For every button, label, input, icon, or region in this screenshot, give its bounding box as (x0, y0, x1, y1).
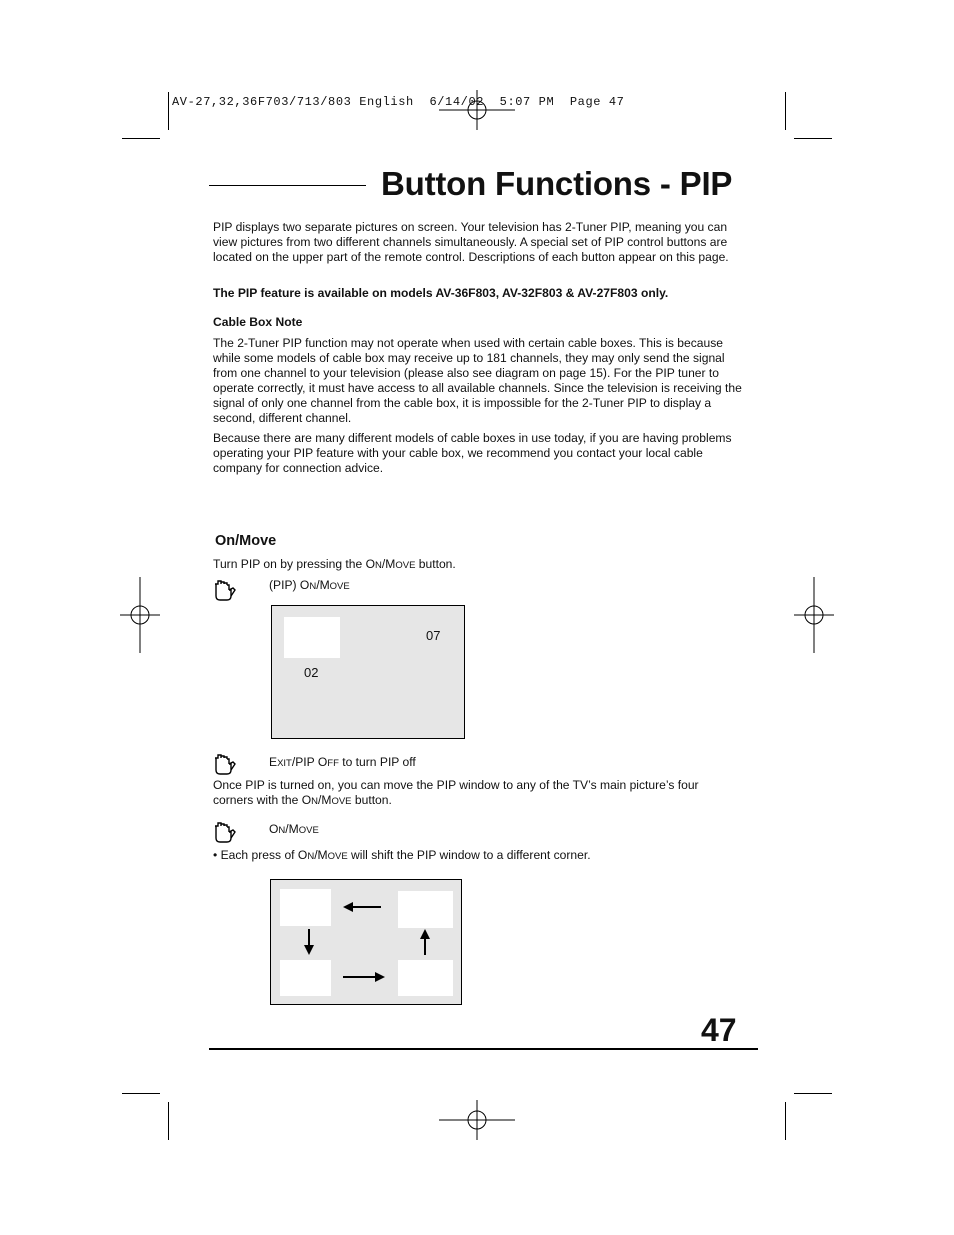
section-heading: On/Move (215, 533, 277, 549)
cable-advice-paragraph: Because there are many different models of cable boxes in use today, if you are having problems operating your PIP feature with your cable box, we recommend you contact your local cable company for connection advice. (213, 431, 732, 475)
footer-rule (209, 1048, 758, 1050)
cable-note-heading: Cable Box Note (213, 315, 303, 329)
pip-on-move-label: (PIP) ON/MOVE (269, 578, 350, 592)
move-instruction-line1: Once PIP is turned on, you can move the PIP window to any of the TV’s main picture’s four (213, 778, 699, 792)
crop-mark (785, 1102, 786, 1140)
move-instruction-line2: corners with the ON/MOVE button. (213, 793, 392, 807)
crop-mark (794, 138, 832, 139)
pip-window-top-left (280, 889, 331, 926)
availability-note: The PIP feature is available on models AV-36F803, AV-32F803 & AV-27F803 only. (213, 286, 669, 300)
intro-paragraph: PIP displays two separate pictures on screen. Your television has 2-Tuner PIP, meaning you can view pictures from two different channels simultaneously. A special set of PIP control buttons are located on the upper part of the remote control. Descriptions of each button appear on this page. (213, 220, 729, 264)
pip-window-bottom-right (398, 960, 453, 996)
tv-screen-diagram (271, 605, 465, 739)
crop-mark (785, 92, 786, 130)
crop-mark (122, 138, 160, 139)
page-number: 47 (701, 1012, 737, 1048)
turn-on-instruction: Turn PIP on by pressing the ON/MOVE button. (213, 557, 456, 571)
pointing-hand-icon (212, 820, 238, 844)
print-slug: AV-27,32,36F703/713/803 English 6/14/02 5:07 PM Page 47 (172, 95, 625, 109)
arrow-right-icon (343, 971, 385, 983)
crop-mark (122, 1093, 160, 1094)
pip-channel-number: 02 (304, 665, 319, 680)
main-channel-number: 07 (426, 628, 441, 643)
page-title: Button Functions - PIP (381, 165, 733, 202)
pip-window-top-right (398, 891, 453, 928)
pointing-hand-icon (212, 578, 238, 602)
exit-pip-off-label: EXIT/PIP OFF to turn PIP off (269, 755, 416, 769)
pip-window-bottom-left (280, 960, 331, 996)
registration-mark-icon (439, 72, 515, 148)
pip-corner-diagram (270, 879, 462, 1005)
arrow-down-icon (303, 929, 315, 955)
title-rule (209, 185, 366, 186)
pip-window (284, 617, 340, 658)
registration-mark-icon (439, 1082, 515, 1158)
arrow-up-icon (419, 929, 431, 955)
registration-mark-icon (776, 577, 852, 653)
crop-mark (168, 1102, 169, 1140)
move-bullet: • Each press of ON/MOVE will shift the PIP window to a different corner. (213, 848, 591, 862)
registration-mark-icon (102, 577, 178, 653)
pointing-hand-icon (212, 752, 238, 776)
cable-note-paragraph: The 2-Tuner PIP function may not operate when used with certain cable boxes. This is because while some models of cable box may receive up to 181 channels, they may only send the signal from one channel to your television (please also see diagram on page 15). For the PIP tuner to operate correctly, it must have access to all available channels. Since the television is receiving the signal of only one channel from the cable box, it is impossible for the 2-Tuner PIP to display a second, different channel. (213, 336, 742, 425)
crop-mark (168, 92, 169, 130)
on-move-label: ON/MOVE (269, 822, 319, 836)
crop-mark (794, 1093, 832, 1094)
arrow-left-icon (343, 901, 383, 913)
